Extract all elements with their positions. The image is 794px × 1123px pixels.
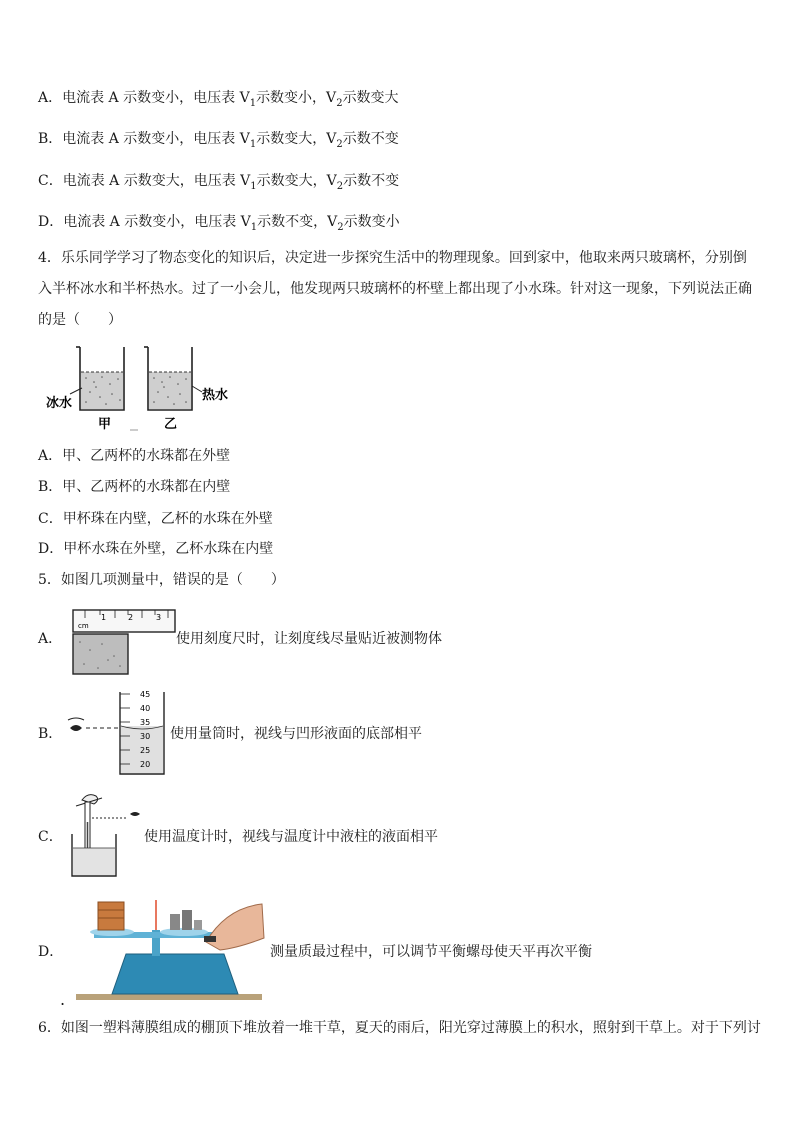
q5-option-c-caption: 使用温度计时，视线与温度计中液柱的液面相平 [144, 829, 438, 845]
cylinder-figure [62, 688, 172, 776]
cyl-tick-40: 40 [140, 704, 151, 713]
ruler-figure [70, 606, 180, 676]
cyl-tick-30: 30 [140, 732, 151, 741]
thermometer-figure [62, 790, 152, 878]
q4-option-b: B．甲、乙两杯的水珠都在内壁 [38, 479, 231, 495]
label-hot: 热水 [202, 388, 229, 403]
label-ice: 冰水 [46, 396, 73, 411]
eye-icon [70, 725, 82, 731]
balance-figure [72, 896, 268, 1002]
q4-option-d: D．甲杯水珠在外壁，乙杯水珠在内壁 [38, 541, 274, 557]
hand-icon [206, 904, 264, 950]
ruler-tick-cm: cm [78, 622, 89, 630]
q5-option-a-caption: 使用刻度尺时，让刻度线尽量贴近被测物体 [176, 631, 442, 647]
q4-option-c: C．甲杯珠在内壁，乙杯的水珠在外壁 [38, 511, 273, 527]
q5-option-d-label: D． [38, 944, 64, 960]
beaker-ice [70, 347, 124, 410]
q3-option-d: D．电流表 A 示数变小，电压表 $V_1$示数不变，$V_2$示数变小 [38, 214, 400, 233]
q3-option-b: B．电流表 A 示数变小，电压表 $V_1$示数变大，$V_2$示数不变 [38, 131, 399, 150]
cyl-tick-35: 35 [140, 718, 151, 727]
cyl-tick-25: 25 [140, 746, 151, 755]
q5-option-d-caption: 测量质最过程中，可以调节平衡螺母使天平再次平衡 [270, 944, 592, 960]
q3-option-c: C．电流表 A 示数变大，电压表 $V_1$示数变大，$V_2$示数不变 [38, 173, 400, 192]
q4-option-a: A．甲、乙两杯的水珠都在外壁 [38, 448, 231, 464]
cyl-tick-45: 45 [140, 690, 151, 699]
ruler-tick-1: 1 [101, 613, 107, 622]
eye-icon [130, 812, 140, 816]
label-jia: 甲 [98, 417, 112, 432]
q4-stem: 4．乐乐同学学习了物态变化的知识后，决定进一步探究生活中的物理现象。回到家中，他取来两只玻璃杯，分别倒入半杯冰水和半杯热水。过了一小会儿，他发现两只玻璃杯的杯壁上都出现了小水珠。针对这一现象，下列说法正确的是（ ） [38, 250, 752, 328]
q6-stem: 6．如图一塑料薄膜组成的棚顶下堆放着一堆干草，夏天的雨后，阳光穿过薄膜上的积水，照射到干草上。对于下列讨 [38, 1020, 761, 1036]
q5-option-b-label: B． [38, 726, 63, 742]
label-yi: 乙 [164, 417, 178, 432]
q3-option-a: A．电流表 A 示数变小，电压表 $V_1$示数变小，$V_2$示数变大 [38, 90, 399, 109]
trailing-mark: . [60, 990, 66, 1009]
ruler-tick-2: 2 [128, 613, 134, 622]
beakers-figure [40, 342, 240, 432]
q5-option-b-caption: 使用量筒时，视线与凹形液面的底部相平 [170, 726, 422, 742]
cyl-tick-20: 20 [140, 760, 151, 769]
q5-stem: 5．如图几项测量中，错误的是（ ） [38, 572, 285, 588]
ruler-tick-3: 3 [156, 613, 162, 622]
q5-option-a-label: A． [38, 631, 63, 647]
beaker-hot [144, 347, 202, 410]
q5-option-c-label: C． [38, 829, 63, 845]
